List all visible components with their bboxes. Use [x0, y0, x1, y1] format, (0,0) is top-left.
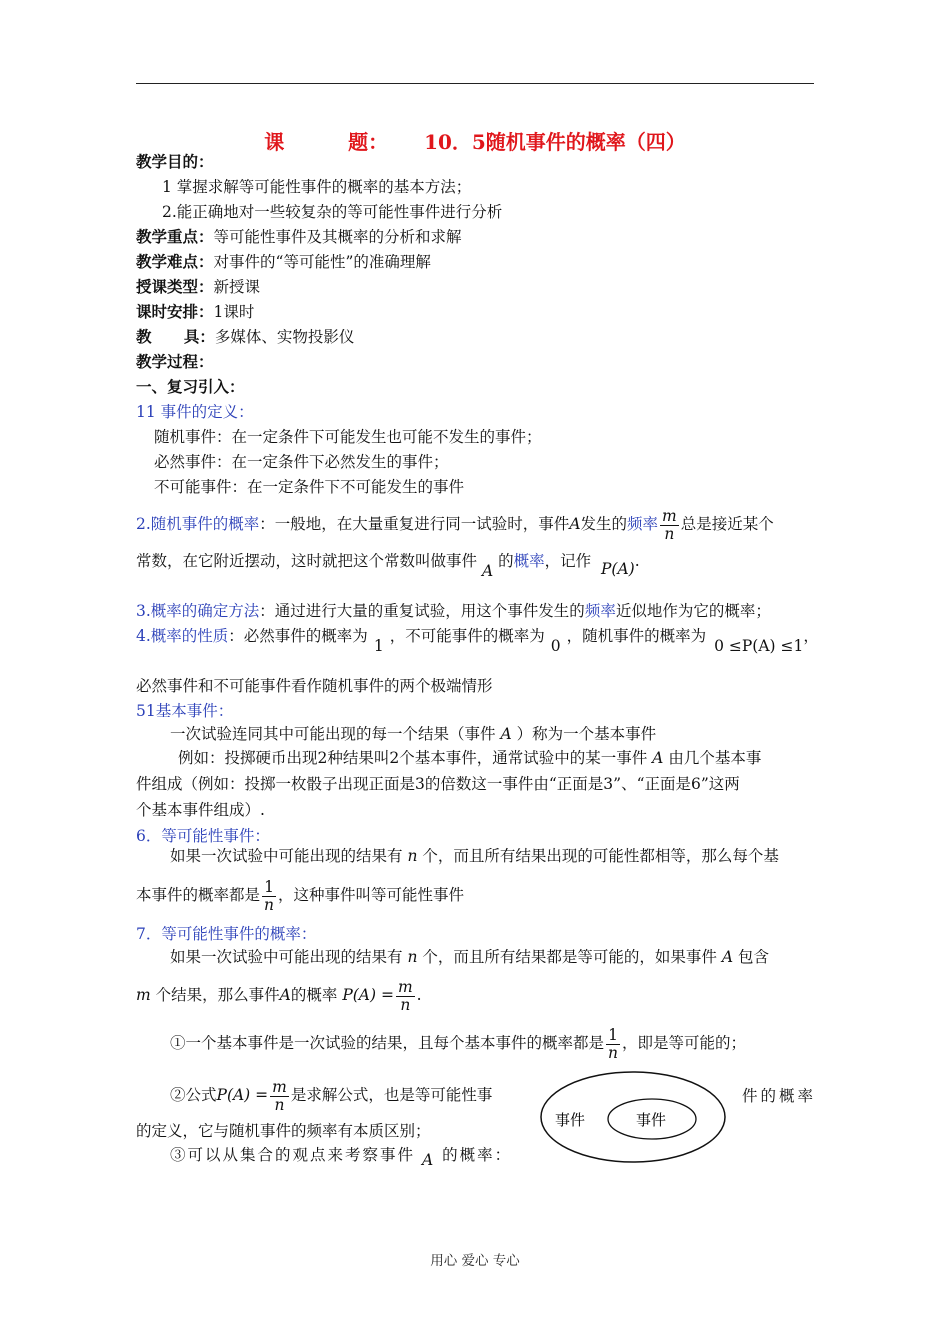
section-5-line-1: 一次试验连同其中可能出现的每一个结果（事件 A ）称为一个基本事件 — [170, 725, 657, 743]
difficulty-row: 教学难点：对事件的“等可能性”的准确理解 — [136, 252, 431, 271]
impossible-event-def: 不可能事件：在一定条件下不可能发生的事件 — [154, 478, 465, 496]
section-5-line-2: 例如：投掷硬币出现2种结果叫2个基本事件，通常试验中的某一事件 A 由几个基本事 — [178, 749, 762, 767]
section-4-line-1: 4.概率的性质：必然事件的概率为1，不可能事件的概率为0，随机事件的概率为0 ≤P(A) ≤1， — [136, 627, 819, 655]
section-7-heading: 7．等可能性事件的概率： — [136, 925, 317, 943]
fraction-m-over-n: $\frac{m}{n}$ — [662, 506, 677, 543]
section-6-line-1: 如果一次试验中可能出现的结果有 n 个，而且所有结果出现的可能性都相等，那么每个基 — [170, 847, 779, 865]
inner-label: 事件 — [636, 1111, 667, 1129]
class-type-row: 授课类型：新授课 — [136, 277, 261, 296]
random-event-def: 随机事件：在一定条件下可能发生也可能不发生的事件； — [154, 428, 542, 446]
schedule-row: 课时安排：1课时 — [136, 302, 255, 321]
title-part1: 课 — [264, 130, 285, 154]
objective-1: 1 掌握求解等可能性事件的概率的基本方法； — [162, 178, 472, 196]
section-4-line-2: 必然事件和不可能事件看作随机事件的两个极端情形 — [136, 677, 493, 695]
certain-event-def: 必然事件：在一定条件下必然发生的事件； — [154, 453, 449, 471]
note-1: ①一个基本事件是一次试验的结果，且每个基本事件的概率都是 $\frac{1}{n}$ ，即是等可能的； — [170, 1025, 747, 1062]
section-7-line-1: 如果一次试验中可能出现的结果有 n 个，而且所有结果都是等可能的，如果事件 A 包含 — [170, 948, 769, 966]
section-1-heading: 11 事件的定义： — [136, 403, 254, 421]
note-2-line-2: 的定义，它与随机事件的频率有本质区别； — [136, 1122, 431, 1140]
page-title — [0, 126, 950, 155]
section-3: 3.概率的确定方法：通过进行大量的重复试验，用这个事件发生的频率近似地作为它的概率； — [136, 602, 771, 620]
section-2-line-2: 常数，在它附近摆动，这时就把这个常数叫做事件 A 的概率，记作 P(A). — [136, 552, 640, 580]
outer-label: 事件 — [555, 1111, 586, 1129]
fraction-m-over-n-7: $\frac{m}{n}$ — [397, 977, 413, 1014]
section-5-line-4: 个基本事件组成）. — [136, 801, 265, 819]
section-2-line-1: 2.随机事件的概率：一般地，在大量重复进行同一试验时，事件A发生的频率 $\frac{m}{n}$ 总是接近某个 — [136, 506, 774, 543]
objective-2: 2.能正确地对一些较复杂的等可能性事件进行分析 — [162, 203, 503, 221]
note-2-tail: 件的概率 — [742, 1087, 817, 1105]
top-rule — [136, 83, 814, 84]
review-heading: 一、复习引入： — [136, 377, 245, 396]
venn-diagram — [538, 1069, 728, 1165]
fraction-1-over-n: $\frac{1}{n}$ — [264, 877, 274, 914]
section-7-line-2: m 个结果，那么事件A的概率 P(A) = $\frac{m}{n}$ . — [136, 977, 422, 1014]
note-2-line-1: ②公式P(A) = $\frac{m}{n}$ 是求解公式，也是等可能性事 — [170, 1077, 493, 1114]
title-part3: 10．5随机事件的概率（四） — [424, 130, 686, 154]
section-6-line-2: 本事件的概率都是 $\frac{1}{n}$ ，这种事件叫等可能性事件 — [136, 877, 465, 914]
title-part2: 题： — [348, 130, 389, 154]
header-label-objective: 教学目的： — [136, 152, 214, 171]
section-6-heading: 6．等可能性事件： — [136, 827, 270, 845]
footer: 用心 爱心 专心 — [430, 1253, 520, 1269]
process-heading: 教学过程： — [136, 352, 214, 371]
note-3: ③可以从集合的观点来考察事件 A 的概率： — [170, 1146, 513, 1169]
tools-row: 教 具：多媒体、实物投影仪 — [136, 327, 355, 346]
key-point-row: 教学重点：等可能性事件及其概率的分析和求解 — [136, 227, 462, 246]
section-5-heading: 51基本事件： — [136, 702, 234, 720]
section-5-line-3: 件组成（例如：投掷一枚骰子出现正面是3的倍数这一事件由“正面是3”、“正面是6”这两 — [136, 775, 740, 793]
